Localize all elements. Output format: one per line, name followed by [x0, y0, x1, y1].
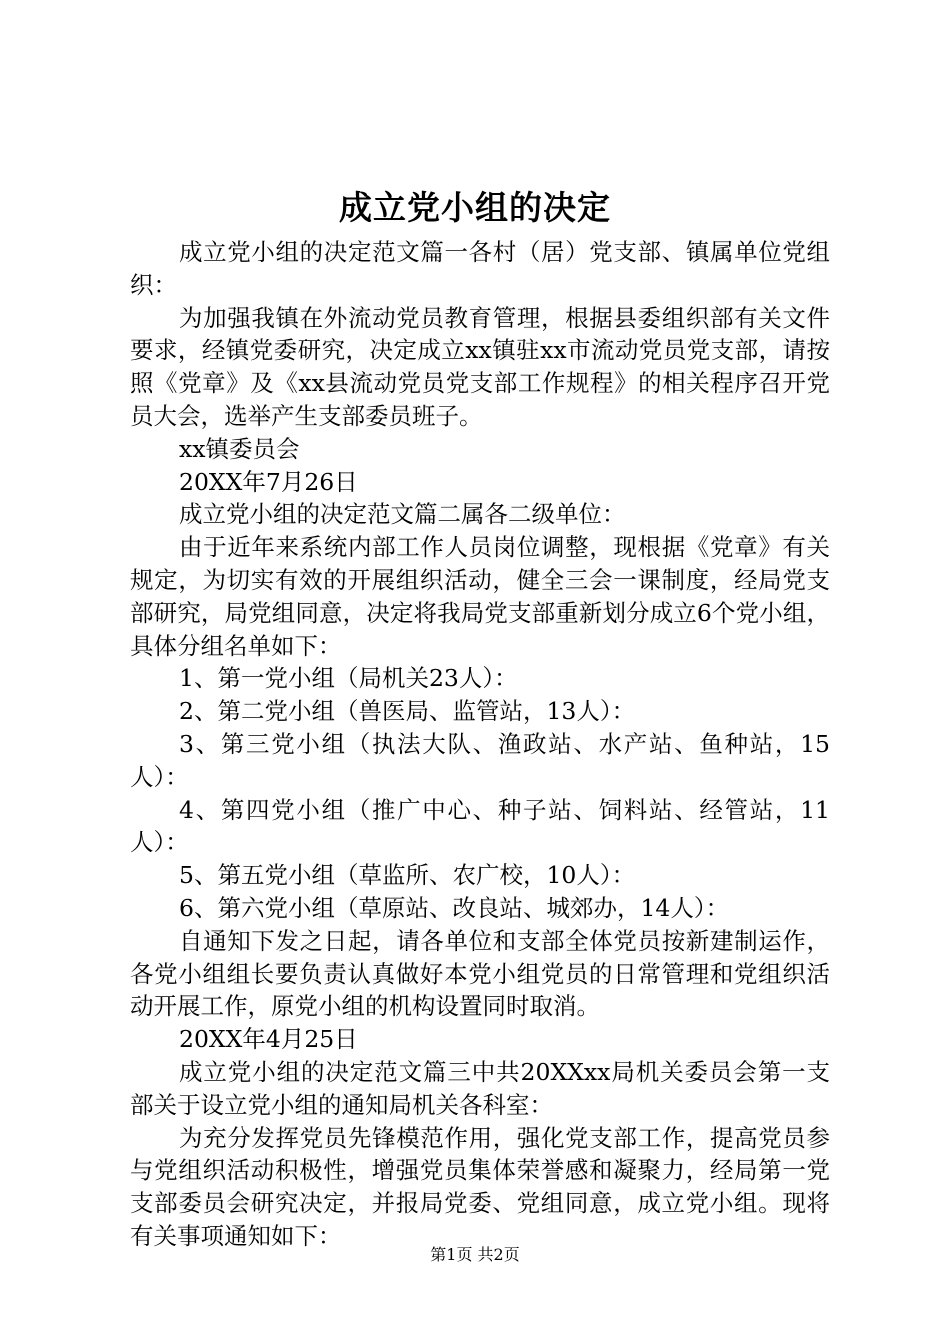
paragraph-15: 成立党小组的决定范文篇三中共20XXxx局机关委员会第一支部关于设立党小组的通知局机关各科室： [130, 1057, 830, 1119]
list-item-group-1: 1、第一党小组（局机关23人）： [179, 664, 518, 693]
list-item-group-4: 4、第四党小组（推广中心、种子站、饲料站、经管站，11人）： [130, 795, 830, 857]
list-item-group-5: 5、第五党小组（草监所、农广校，10人）： [179, 861, 636, 890]
document-title: 成立党小组的决定 [339, 188, 611, 227]
paragraph-1: 成立党小组的决定范文篇一各村（居）党支部、镇属单位党组织： [130, 238, 830, 299]
list-item-group-3: 3、第三党小组（执法大队、渔政站、水产站、鱼种站，15人）： [130, 729, 830, 791]
paragraph-signature: xx镇委员会 [179, 434, 300, 463]
document-body [130, 236, 830, 1253]
list-item-group-2: 2、第二党小组（兽医局、监管站，13人）： [179, 697, 636, 726]
page-footer: 第1页 共2页 [430, 1245, 520, 1264]
paragraph-date-1: 20XX年7月26日 [179, 467, 358, 496]
paragraph-16: 为充分发挥党员先锋模范作用，强化党支部工作，提高党员参与党组织活动积极性，增强党员集体荣誉感和凝聚力，经局第一党支部委员会研究决定，并报局党委、党组同意，成立党小组。现将有关事项通知如下： [130, 1123, 830, 1250]
paragraph-13: 自通知下发之日起，请各单位和支部全体党员按新建制运作，各党小组组长要负责认真做好本党小组党员的日常管理和党组织活动开展工作，原党小组的机构设置同时取消。 [130, 926, 830, 1021]
paragraph-date-2: 20XX年4月25日 [179, 1025, 358, 1054]
paragraph-5: 成立党小组的决定范文篇二属各二级单位： [179, 500, 626, 529]
list-item-group-6: 6、第六党小组（草原站、改良站、城郊办，14人）： [179, 893, 730, 922]
paragraph-2: 为加强我镇在外流动党员教育管理，根据县委组织部有关文件要求，经镇党委研究，决定成立xx镇驻xx市流动党员党支部，请按照《党章》及《xx县流动党员党支部工作规程》的相关程序召开党员大会，选举产生支部委员班子。 [130, 303, 830, 430]
paragraph-6: 由于近年来系统内部工作人员岗位调整，现根据《党章》有关规定，为切实有效的开展组织活动，健全三会一课制度，经局党支部研究，局党组同意，决定将我局党支部重新划分成立6个党小组，具体分组名单如下： [130, 533, 830, 660]
